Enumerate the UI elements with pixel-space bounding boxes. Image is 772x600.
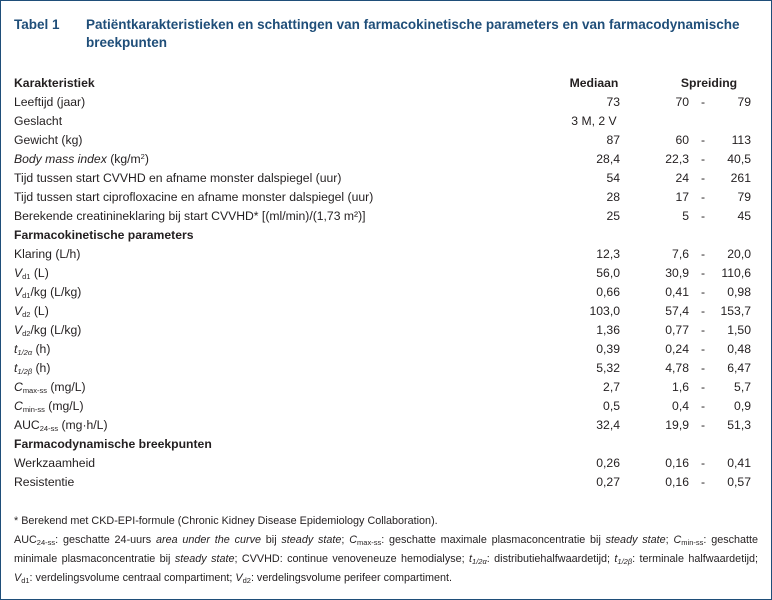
abbr-text-italic: steady state: [174, 553, 235, 565]
label-text: /kg (L/kg): [30, 323, 82, 337]
abbr-sub: 1/2α: [472, 557, 487, 566]
abbr-text-italic: steady state: [281, 534, 342, 546]
median-value: 12,3: [596, 247, 620, 261]
row-label: [14, 378, 86, 397]
range-low: 22,3: [665, 152, 689, 166]
label-sub: 1/2β: [17, 367, 33, 376]
range-low: 4,78: [665, 361, 689, 375]
range-dash: -: [700, 342, 706, 356]
row-label: [14, 416, 108, 435]
range-low: 17: [675, 190, 689, 204]
range-high: 110,6: [721, 266, 751, 280]
range-low: 7,6: [672, 247, 689, 261]
range-dash: -: [700, 475, 706, 489]
median-value: 3 M, 2 V: [571, 114, 617, 128]
abbr-symbol: V: [14, 572, 22, 584]
label-symbol: V: [14, 285, 23, 299]
range-dash: -: [700, 266, 706, 280]
range-low: 70: [675, 95, 689, 109]
range-high: 261: [730, 171, 751, 185]
range-dash: -: [700, 380, 706, 394]
range-low: 0,4: [672, 399, 689, 413]
median-value: 56,0: [596, 266, 620, 280]
abbr-sub: 1/2β: [617, 557, 633, 566]
median-value: 5,32: [596, 361, 620, 375]
label-text: /kg (L/kg): [30, 285, 82, 299]
abbr-text: : distributiehalfwaardetijd;: [486, 553, 615, 565]
table-row: [14, 131, 758, 150]
label-text: (kg/m: [106, 152, 141, 166]
abbr-text: : verdelingsvolume perifeer compartiment.: [250, 572, 452, 584]
range-dash: -: [700, 361, 706, 375]
table-row: [14, 93, 758, 112]
median-value: 2,7: [603, 380, 620, 394]
table-title: Patiëntkarakteristieken en schattingen van farmacokinetische parameters en van farmacodynamische breekpunten: [86, 17, 740, 50]
label-symbol: C: [14, 399, 23, 413]
abbr-text: ; CVVHD: continue venoveneuze hemodialyse;: [234, 553, 470, 565]
row-label: [14, 397, 84, 416]
median-value: 54: [606, 171, 620, 185]
row-label: [14, 359, 50, 378]
abbr-sub: d1: [21, 576, 30, 585]
label-symbol: AUC: [14, 418, 40, 432]
table-row: [14, 359, 758, 378]
abbr-symbol: t: [469, 553, 473, 565]
abbr-sub: 24-ss: [36, 538, 56, 547]
range-high: 0,98: [727, 285, 751, 299]
median-value: 103,0: [589, 304, 620, 318]
range-dash: -: [700, 285, 706, 299]
row-label: Tijd tussen start CVVHD en afname monster dalspiegel (uur): [14, 171, 342, 185]
median-value: 1,36: [596, 323, 620, 337]
label-text: (mg·h/L): [58, 418, 108, 432]
range-high: 0,9: [734, 399, 751, 413]
footnote: * Berekend met CKD-EPI-formule (Chronic Kidney Disease Epidemiology Collaboration).: [14, 515, 438, 527]
median-value: 0,5: [603, 399, 620, 413]
range-low: 0,16: [665, 456, 689, 470]
section-header-row: [14, 226, 758, 245]
range-dash: -: [700, 171, 706, 185]
range-dash: -: [700, 247, 706, 261]
median-value: 0,66: [596, 285, 620, 299]
table-row: [14, 264, 758, 283]
abbr-text: : geschatte 24-uurs: [55, 534, 156, 546]
range-low: 1,6: [672, 380, 689, 394]
row-label: Berekende creatinineklaring bij start CVVHD* [(ml/min)/(1,73 m²)]: [14, 209, 366, 223]
median-value: 28,4: [596, 152, 620, 166]
abbr-symbol: V: [235, 572, 243, 584]
abbr-symbol: C: [673, 534, 682, 546]
median-value: 25: [606, 209, 620, 223]
header-range: Spreiding: [680, 76, 738, 90]
abbr-sub: max-ss: [357, 538, 382, 547]
section-header-row: [14, 435, 758, 454]
range-low: 24: [675, 171, 689, 185]
median-value: 28: [606, 190, 620, 204]
table-row: [14, 473, 758, 492]
median-value: 0,27: [596, 475, 620, 489]
range-high: 79: [737, 190, 751, 204]
label-sub: d1: [22, 291, 31, 300]
table-row: [14, 169, 758, 188]
table-row: [14, 340, 758, 359]
label-symbol: V: [14, 323, 23, 337]
range-dash: -: [700, 209, 706, 223]
abbreviations: [14, 531, 758, 588]
label-text: (mg/L): [44, 399, 84, 413]
range-high: 0,57: [727, 475, 751, 489]
range-dash: -: [700, 323, 706, 337]
label-symbol: V: [14, 304, 23, 318]
range-high: 79: [737, 95, 751, 109]
table-row: [14, 150, 758, 169]
label-sup: 2: [140, 152, 145, 161]
abbr-text-italic: steady state: [605, 534, 666, 546]
median-value: 0,26: [596, 456, 620, 470]
range-dash: -: [700, 190, 706, 204]
abbr-symbol: t: [614, 553, 618, 565]
row-label: Resistentie: [14, 475, 75, 489]
row-label: Tijd tussen start ciprofloxacine en afname monster dalspiegel (uur): [14, 190, 374, 204]
label-text: (L): [30, 304, 49, 318]
range-low: 60: [675, 133, 689, 147]
range-high: 153,7: [720, 304, 751, 318]
table-row: [14, 207, 758, 226]
header-row: [14, 74, 758, 93]
label-italic: Body mass index: [14, 152, 107, 166]
range-dash: -: [700, 304, 706, 318]
header-characteristic: Karakteristiek: [14, 76, 95, 90]
abbr-text: : terminale halfwaardetijd;: [632, 553, 758, 565]
range-high: 5,7: [734, 380, 751, 394]
range-high: 1,50: [727, 323, 751, 337]
label-sub: max-ss: [22, 386, 47, 395]
section-header-pd: Farmacodynamische breekpunten: [14, 437, 212, 451]
abbr-sep: ;: [665, 534, 674, 546]
label-sub: 24-ss: [39, 424, 59, 433]
range-dash: -: [700, 399, 706, 413]
row-label: [14, 264, 49, 283]
median-value: 32,4: [596, 418, 620, 432]
range-high: 0,41: [727, 456, 751, 470]
row-label: [14, 283, 81, 302]
table-row: [14, 283, 758, 302]
row-label: [14, 302, 49, 321]
range-dash: -: [700, 152, 706, 166]
row-label: Gewicht (kg): [14, 133, 83, 147]
label-symbol: C: [14, 380, 23, 394]
range-low: 5: [682, 209, 689, 223]
table-row: [14, 188, 758, 207]
abbr-symbol: C: [349, 534, 358, 546]
row-label: [14, 150, 149, 169]
range-low: 57,4: [665, 304, 689, 318]
abbr-symbol: AUC: [14, 534, 37, 546]
table-row: [14, 416, 758, 435]
range-low: 0,41: [665, 285, 689, 299]
table-row: [14, 321, 758, 340]
label-text: (h): [32, 342, 51, 356]
range-dash: -: [700, 95, 706, 109]
range-dash: -: [700, 456, 706, 470]
table-caption: [14, 16, 758, 52]
range-low: 19,9: [665, 418, 689, 432]
table-label: Tabel 1: [14, 17, 60, 32]
section-header-pk: Farmacokinetische parameters: [14, 228, 194, 242]
row-label: [14, 340, 50, 359]
table-row: [14, 397, 758, 416]
header-median: Mediaan: [569, 76, 619, 90]
row-label: Werkzaamheid: [14, 456, 96, 470]
abbr-text-italic: area under the curve: [155, 534, 261, 546]
label-symbol: t: [14, 361, 18, 375]
label-sub: d2: [22, 329, 31, 338]
table-row: [14, 454, 758, 473]
table-row: [14, 302, 758, 321]
row-label: Klaring (L/h): [14, 247, 81, 261]
row-label: Leeftijd (jaar): [14, 95, 86, 109]
label-text: ): [144, 152, 149, 166]
table-notes: [14, 512, 758, 588]
label-sub: d1: [22, 272, 31, 281]
range-low: 0,16: [665, 475, 689, 489]
median-value: 87: [606, 133, 620, 147]
label-text: (mg/L): [46, 380, 86, 394]
range-low: 30,9: [665, 266, 689, 280]
abbr-sub: min-ss: [681, 538, 704, 547]
range-dash: -: [700, 133, 706, 147]
row-label: Geslacht: [14, 114, 63, 128]
label-sub: 1/2α: [17, 348, 33, 357]
abbr-text: : geschatte maximale plasmaconcentratie bij: [381, 534, 606, 546]
table-row: [14, 378, 758, 397]
range-high: 40,5: [727, 152, 751, 166]
range-dash: -: [700, 418, 706, 432]
table-row: [14, 112, 758, 131]
label-symbol: V: [14, 266, 23, 280]
range-high: 6,47: [727, 361, 751, 375]
range-high: 0,48: [727, 342, 751, 356]
label-sub: d2: [22, 310, 31, 319]
range-high: 113: [731, 133, 751, 147]
label-text: (L): [30, 266, 49, 280]
label-text: (h): [32, 361, 51, 375]
abbr-text: bij: [261, 534, 282, 546]
range-high: 20,0: [727, 247, 751, 261]
range-high: 45: [737, 209, 751, 223]
abbr-sub: d2: [242, 576, 251, 585]
data-table: [14, 74, 758, 492]
range-low: 0,24: [665, 342, 689, 356]
row-label: [14, 321, 81, 340]
median-value: 73: [606, 95, 620, 109]
abbr-text: : verdelingsvolume centraal compartiment;: [29, 572, 236, 584]
abbr-sep: ;: [341, 534, 350, 546]
median-value: 0,39: [596, 342, 620, 356]
abbr-text: : geschatte minimale plasmaconcentratie bij: [14, 534, 759, 565]
label-sub: min-ss: [22, 405, 45, 414]
label-symbol: t: [14, 342, 18, 356]
range-low: 0,77: [665, 323, 689, 337]
range-high: 51,3: [727, 418, 751, 432]
table-row: [14, 245, 758, 264]
